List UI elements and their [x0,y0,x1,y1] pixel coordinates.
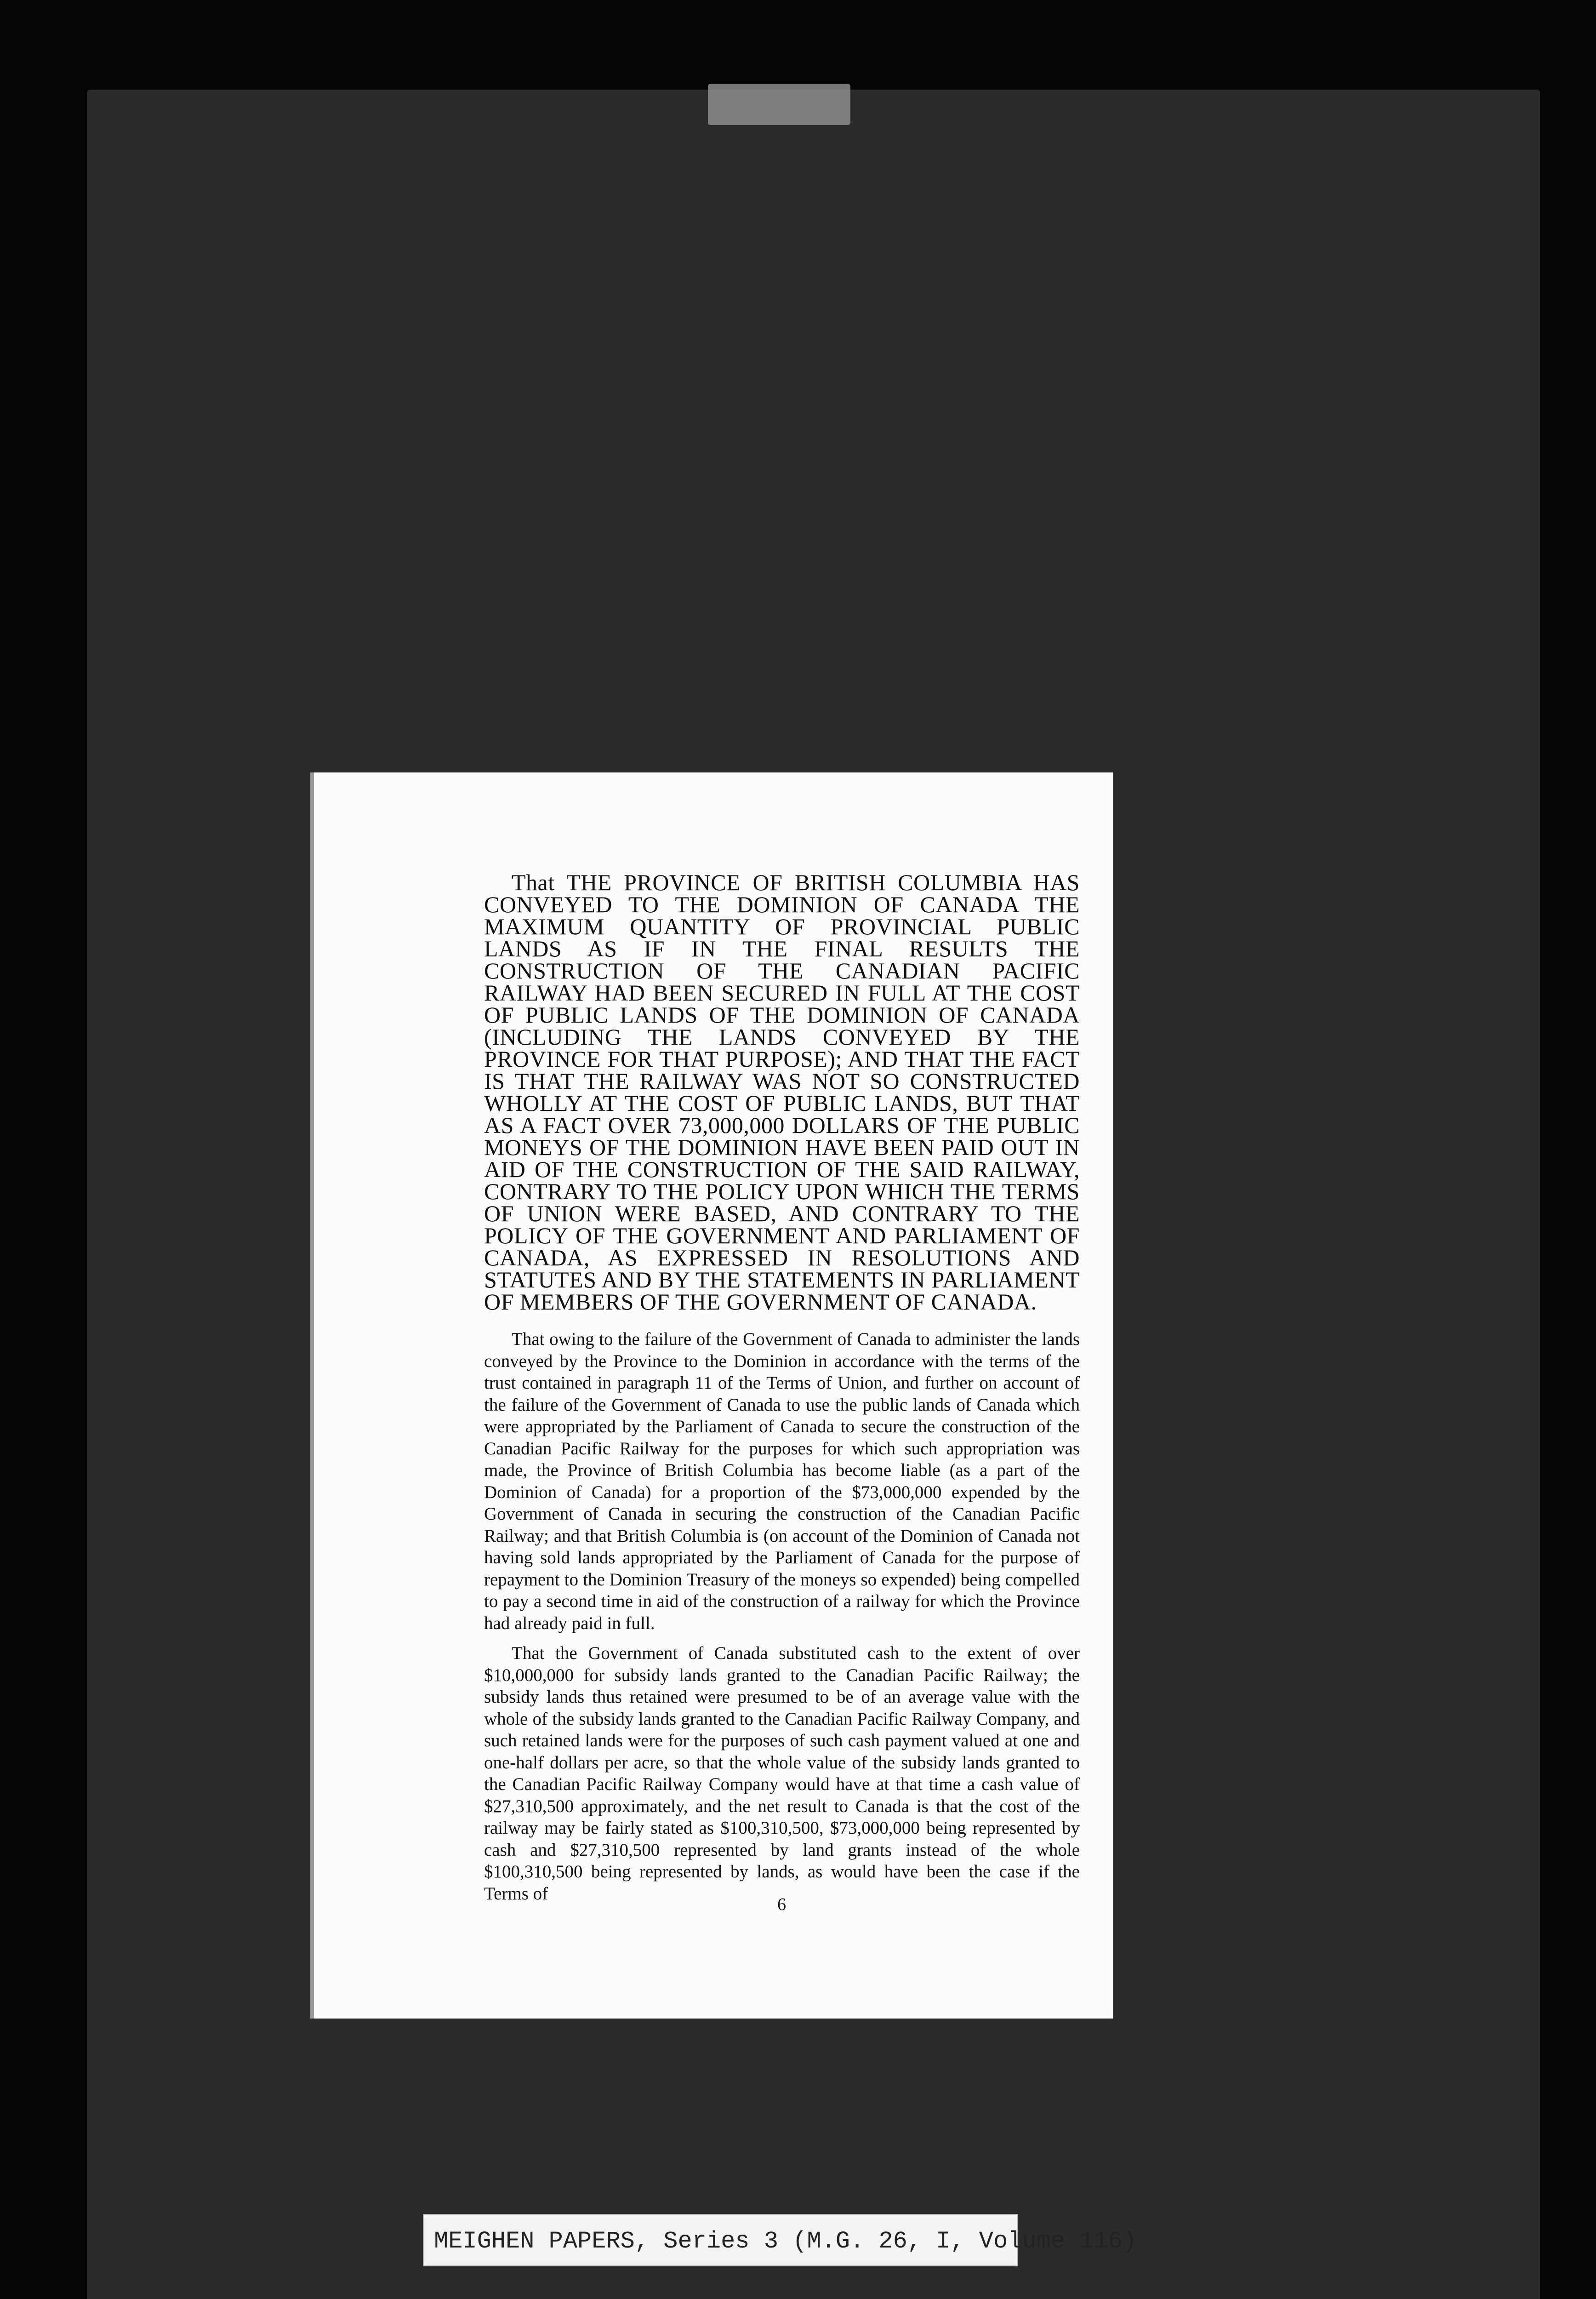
archive-reference-label [423,2214,1137,2266]
archive-reference-text: MEIGHEN PAPERS, Series 3 (M.G. 26, I, Volume 116) [434,2228,1137,2255]
paragraph-3: That the Government of Canada substituted cash to the extent of over $10,000,000 for subsidy lands granted to the Canadian Pacific Railway; the subsidy lands thus retained were presumed to be of an average value with the whole of the subsidy lands granted to the Canadian Pacific Railway Company, and such retained lands were for the purposes of such cash payment valued at one and one-half dollars per acre, so that the whole value of the subsidy lands granted to the Canadian Pacific Railway Company would have at that time a cash value of $27,310,500 approximately, and the net result to Canada is that the cost of the railway may be fairly stated as $100,310,500, $73,000,000 being represented by cash and $27,310,500 represented by land grants instead of the whole $100,310,500 being represented by lands, as would have been the case if the Terms of [484,1643,1080,1904]
document-page [310,772,1113,2019]
paragraph-1: That THE PROVINCE OF BRITISH COLUMBIA HAS CONVEYED TO THE DOMINION OF CANADA THE MAXIMUM QUANTITY OF PROVINCIAL PUBLIC LANDS AS IF IN THE FINAL RESULTS THE CONSTRUCTION OF THE CANADIAN PACIFIC RAILWAY HAD BEEN SECURED IN FULL AT THE COST OF PUBLIC LANDS OF THE DOMINION OF CANADA (INCLUDING THE LANDS CONVEYED BY THE PROVINCE FOR THAT PURPOSE); AND THAT THE FACT IS THAT THE RAILWAY WAS NOT SO CONSTRUCTED WHOLLY AT THE COST OF PUBLIC LANDS, BUT THAT AS A FACT OVER 73,000,000 DOLLARS OF THE PUBLIC MONEYS OF THE DOMINION HAVE BEEN PAID OUT IN AID OF THE CONSTRUCTION OF THE SAID RAILWAY, CONTRARY TO THE POLICY UPON WHICH THE TERMS OF UNION WERE BASED, AND CONTRARY TO THE POLICY OF THE GOVERNMENT AND PARLIAMENT OF CANADA, AS EXPRESSED IN RESOLUTIONS AND STATUTES AND BY THE STATEMENTS IN PARLIAMENT OF MEMBERS OF THE GOVERNMENT OF CANADA. [484,869,1080,1315]
mounting-tape [708,84,850,125]
page-number: 6 [777,1895,786,1914]
paragraph-2: That owing to the failure of the Government of Canada to administer the lands conveyed by the Province to the Dominion in accordance with the terms of the trust contained in paragraph 11 of the Terms of Union, and further on account of the failure of the Government of Canada to use the public lands of Canada which were appropriated by the Parliament of Canada to secure the construction of the Canadian Pacific Railway for the purposes for which such appropriation was made, the Province of British Columbia has become liable (as a part of the Dominion of Canada) for a proportion of the $73,000,000 expended by the Government of Canada in securing the construction of the Canadian Pacific Railway; and that British Columbia is (on account of the Dominion of Canada not having sold lands appropriated by the Parliament of Canada for the purpose of repayment to the Dominion Treasury of the moneys so expended) being compelled to pay a second time in aid of the construction of a railway for which the Province had already paid in full. [484,1329,1080,1633]
page-content [484,871,1080,1913]
